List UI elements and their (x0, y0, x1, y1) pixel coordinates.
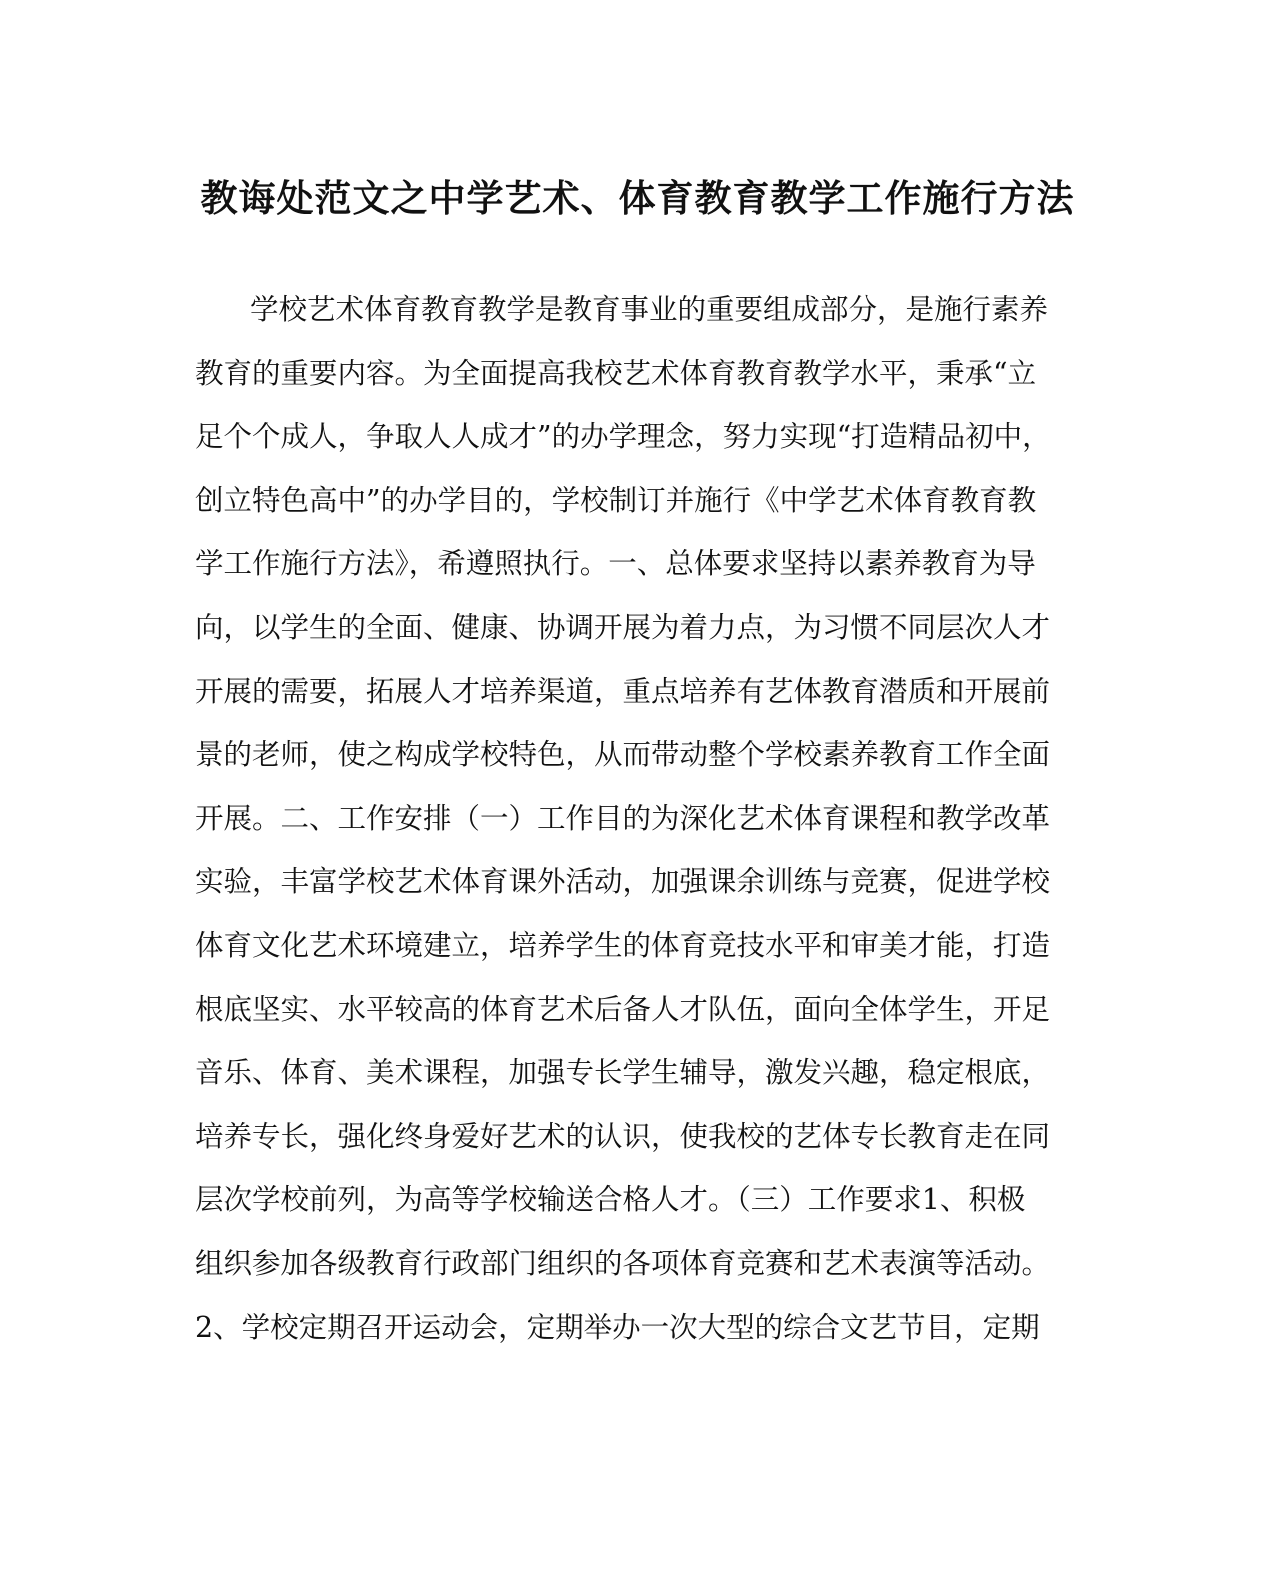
body-line: 开展的需要，拓展人才培养渠道，重点培养有艺体教育潜质和开展前 (195, 674, 1051, 708)
body-line: 根底坚实、水平较高的体育艺术后备人才队伍，面向全体学生，开足 (195, 992, 1051, 1026)
body-line: 音乐、体育、美术课程，加强专长学生辅导，激发兴趣，稳定根底， (195, 1056, 1051, 1090)
body-line: 组织参加各级教育行政部门组织的各项体育竞赛和艺术表演等活动。 (195, 1246, 1051, 1280)
body-line: 开展。二、工作安排（一）工作目的为深化艺术体育课程和教学改革 (195, 801, 1051, 835)
body-line: 层次学校前列，为高等学校输送合格人才。（三）工作要求1、积极 (195, 1183, 1026, 1217)
body-line: 2、学校定期召开运动会，定期举办一次大型的综合文艺节目，定期 (195, 1310, 1040, 1344)
document-title: 教诲处范文之中学艺术、体育教育教学工作施行方法 (200, 176, 1075, 220)
body-line: 体育文化艺术环境建立，培养学生的体育竞技水平和审美才能，打造 (195, 928, 1051, 962)
body-line: 足个个成人，争取人人成才”的办学理念，努力实现“打造精品初中， (195, 420, 1051, 454)
body-line: 学校艺术体育教育教学是教育事业的重要组成部分，是施行素养 (250, 293, 1049, 326)
body-line: 实验，丰富学校艺术体育课外活动，加强课余训练与竞赛，促进学校 (195, 865, 1051, 899)
body-line: 学工作施行方法》，希遵照执行。一、总体要求坚持以素养教育为导 (195, 547, 1036, 581)
body-line: 向，以学生的全面、健康、协调开展为着力点，为习惯不同层次人才 (195, 610, 1051, 644)
body-line: 教育的重要内容。为全面提高我校艺术体育教育教学水平，秉承“立 (195, 356, 1037, 390)
body-line: 景的老师，使之构成学校特色，从而带动整个学校素养教育工作全面 (195, 738, 1051, 772)
body-line: 创立特色高中”的办学目的，学校制订并施行《中学艺术体育教育教 (195, 483, 1037, 517)
document-body (195, 278, 1060, 1359)
body-line: 培养专长，强化终身爱好艺术的认识，使我校的艺体专长教育走在同 (195, 1119, 1051, 1153)
